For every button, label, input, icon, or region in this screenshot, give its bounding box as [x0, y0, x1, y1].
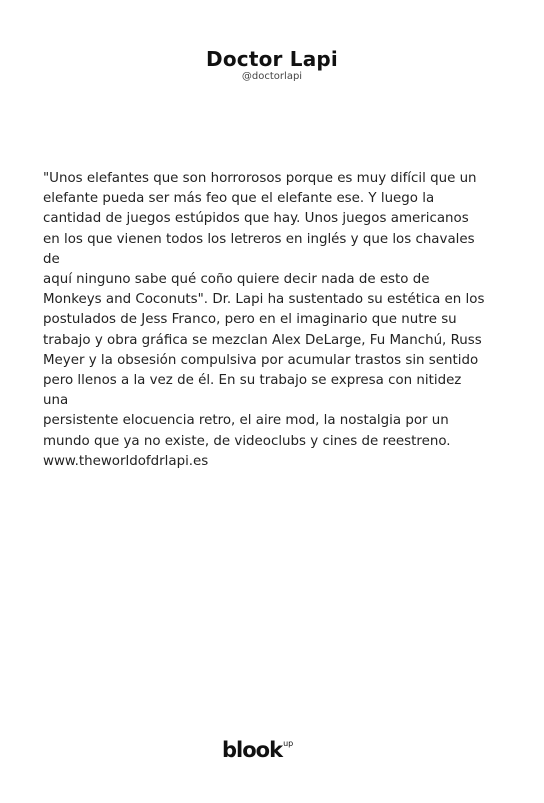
author-handle: @doctorlapi [241, 71, 303, 82]
page-header [0, 47, 544, 83]
publisher-logo [222, 738, 293, 764]
page-title: Doctor Lapi [206, 47, 338, 71]
bio-paragraph: "Unos elefantes que son horrorosos porque es muy difícil que un elefante pueda ser más feo que el elefante ese. Y luego la cantidad de juegos estúpidos que hay. Unos juegos americanos en los que vienen todos los letreros en inglés y que los chavales de aquí ninguno sabe qué coño quiere decir nada de esto de Monkeys and Coconuts". Dr. Lapi ha sustentado su estética en los postulados de Jess Franco, pero en el imaginario que nutre su trabajo y obra gráfica se mezclan Alex DeLarge, Fu Manchú, Russ Meyer y la obsesión compulsiva por acumular trastos sin sentido pero llenos a la vez de él. En su trabajo se expresa con nitidez una persistente elocuencia retro, el aire mod, la nostalgia por un mundo que ya no existe, de videoclubs y cines de reestreno. www.theworldofdrlapi.es [43, 171, 485, 469]
publisher-logo-wordmark: blook [222, 738, 283, 762]
publisher-logo-superscript: up [283, 739, 294, 748]
